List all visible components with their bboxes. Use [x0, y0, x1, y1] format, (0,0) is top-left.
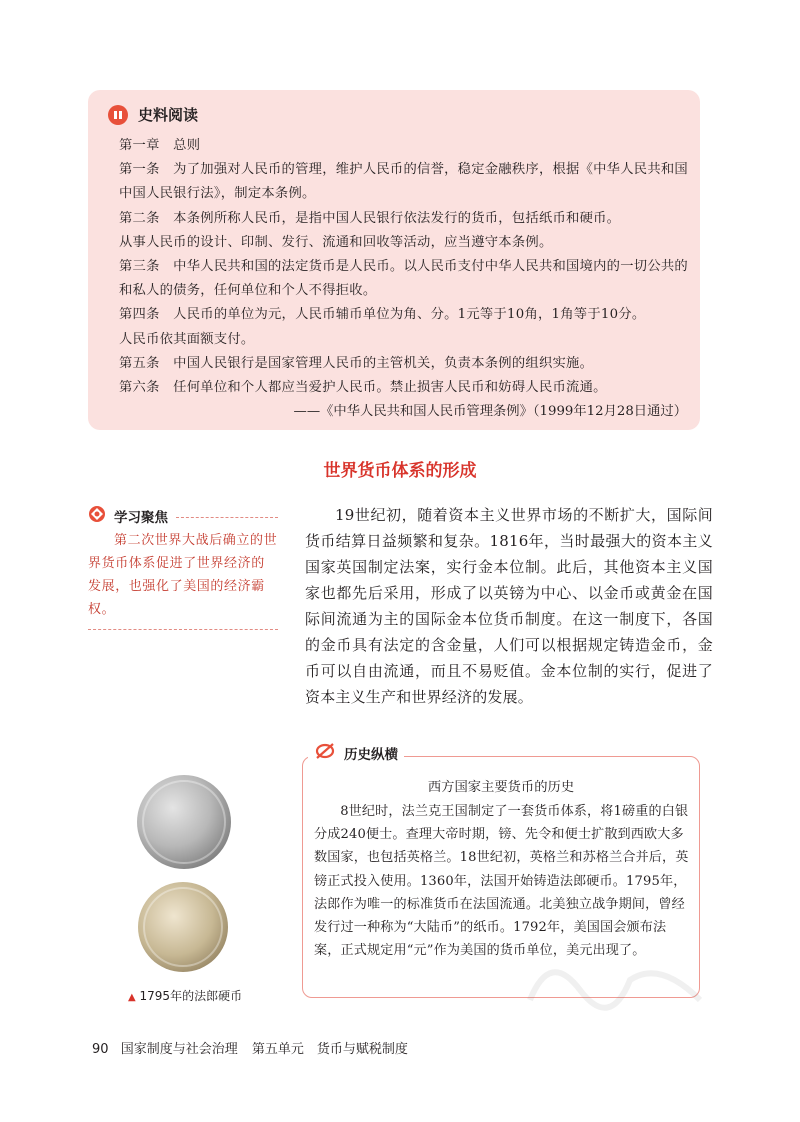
watermark	[510, 930, 730, 1030]
history-header	[308, 742, 404, 764]
reading-line: 第五条 中国人民银行是国家管理人民币的主管机关，负责本条例的组织实施。	[119, 355, 594, 371]
page-footer	[92, 1038, 408, 1057]
page-number: 90	[92, 1042, 109, 1057]
divider	[176, 517, 278, 518]
unit-title: 第五单元 货币与赋税制度	[251, 1042, 408, 1057]
main-paragraph: 19世纪初，随着资本主义世界市场的不断扩大，国际间货币结算日益频繁和复杂。1816年，当时最强大的资本主义国家英国制定法案，实行金本位制。此后，其他资本主义国家也都先后采用，形成了以英镑为中心、以金币或黄金在国际间流通为主的国际金本位货币制度。在这一制度下，各国的金币具有法定的含金量，人们可以根据规定铸造金币，金币可以自由流通，而且不易贬值。金本位制的实行，促进了资本主义生产和世界经济的发展。	[305, 506, 713, 706]
reading-line: 第二条 本条例所称人民币，是指中国人民银行依法发行的货币，包括纸币和硬币。	[119, 210, 621, 226]
image-caption	[128, 987, 242, 1004]
reading-line: 人民币依其面额支付。	[119, 331, 255, 347]
book-title: 国家制度与社会治理	[120, 1042, 238, 1057]
coin-obverse-image	[137, 775, 231, 869]
reading-line: 第三条 中华人民共和国的法定货币是人民币。以人民币支付中华人民共和国境内的一切公共的和私人的债务，任何单位和个人不得拒收。	[119, 259, 688, 299]
triangle-up-icon: ▲	[128, 992, 136, 1003]
reading-line: 第六条 任何单位和个人都应当爱护人民币。禁止损害人民币和妨碍人民币流通。	[119, 380, 607, 396]
book-icon	[108, 105, 128, 125]
reading-line: 从事人民币的设计、印制、发行、流通和回收等活动，应当遵守本条例。	[119, 234, 553, 250]
reading-box	[88, 90, 700, 430]
reading-body	[119, 134, 691, 424]
caption-text: 1795年的法郎硬币	[139, 989, 243, 1003]
reading-source: ——《中华人民共和国人民币管理条例》（1999年12月28日通过）	[293, 404, 687, 420]
divider	[88, 629, 278, 630]
history-text: 8世纪时，法兰克王国制定了一套货币体系，将1磅重的白银分成240便士。查理大帝时期，镑、先令和便士扩散到西欧大多数国家，也包括英格兰。18世纪初，英格兰和苏格兰合并后，英镑正式投入使用。1360年，法国开始铸造法郎硬币。1795年，法郎作为唯一的标准货币在法国流通。北美独立战争期间，曾经发行过一种称为“大陆币”的纸币。1792年，美国国会颁布法案，正式规定用“元”作为美国的货币单位，美元出现了。	[314, 804, 689, 959]
reading-header	[108, 104, 198, 125]
focus-text: 第二次世界大战后确立的世界货币体系促进了世界经济的发展，也强化了美国的经济霸权。	[88, 533, 278, 617]
reading-line: 第一章 总则	[119, 138, 201, 153]
history-subtitle: 西方国家主要货币的历史	[427, 780, 575, 795]
focus-target-icon	[88, 505, 106, 527]
coin-reverse-image	[138, 882, 228, 972]
learning-focus	[88, 506, 278, 630]
reading-line: 第四条 人民币的单位为元，人民币辅币单位为角、分。1元等于10角，1角等于10分。	[119, 307, 646, 323]
section-heading: 世界货币体系的形成	[323, 461, 477, 481]
reading-title: 史料阅读	[138, 106, 199, 124]
focus-title: 学习聚焦	[114, 510, 168, 526]
history-title: 历史纵横	[344, 747, 398, 763]
history-loop-icon	[314, 742, 336, 764]
reading-line: 第一条 为了加强对人民币的管理，维护人民币的信誉，稳定金融秩序，根据《中华人民共和国中国人民银行法》，制定本条例。	[119, 162, 688, 202]
focus-header	[88, 506, 278, 526]
